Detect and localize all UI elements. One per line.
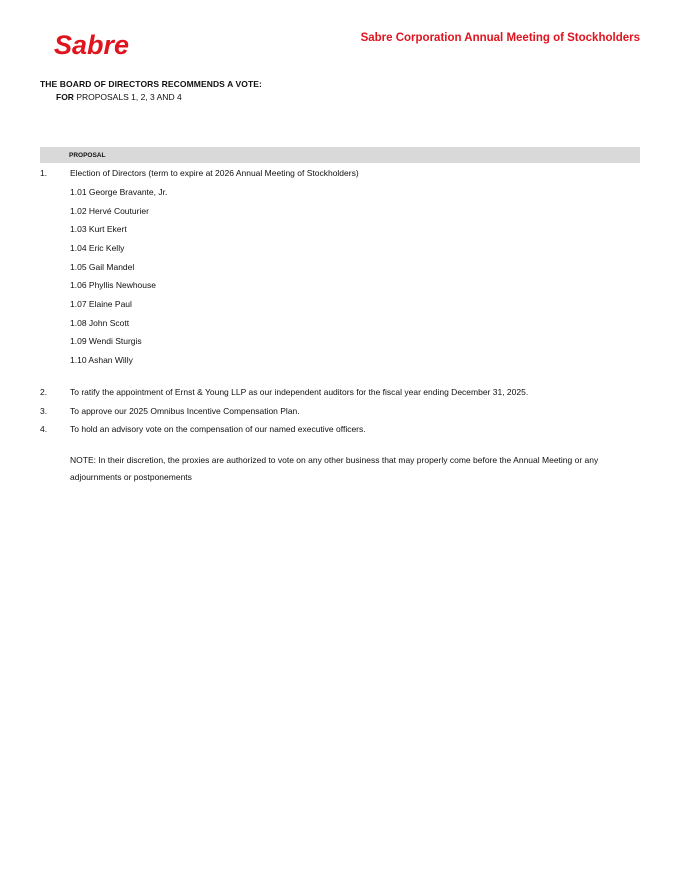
proposal-text: To ratify the appointment of Ernst & Young LLP as our independent auditors for the fiscal year ending December 31, 2025. <box>70 387 529 397</box>
nominee-item: 1.10 Ashan Willy <box>70 355 133 365</box>
proposal-column-label: PROPOSAL <box>69 152 106 159</box>
discretion-note: NOTE: In their discretion, the proxies are authorized to vote on any other business that may properly come before the Annual Meeting or any adjournments or postponements <box>70 455 599 482</box>
nominee-item: 1.08 John Scott <box>70 318 130 328</box>
logo-wordmark: Sabre <box>54 30 130 60</box>
sabre-logo <box>52 30 152 60</box>
nominee-item: 1.07 Elaine Paul <box>70 299 132 309</box>
proposal-text: To approve our 2025 Omnibus Incentive Compensation Plan. <box>70 406 300 416</box>
proposal-number: 4. <box>40 424 48 434</box>
proposal-text: Election of Directors (term to expire at 2026 Annual Meeting of Stockholders) <box>70 168 359 178</box>
nominee-item: 1.01 George Bravante, Jr. <box>70 187 168 197</box>
nominee-item: 1.02 Hervé Couturier <box>70 206 149 216</box>
proposal-number: 1. <box>40 168 48 178</box>
proposal-text: To hold an advisory vote on the compensation of our named executive officers. <box>70 424 366 434</box>
proposals-list-text: PROPOSALS 1, 2, 3 AND 4 <box>73 92 182 102</box>
proposal-number: 3. <box>40 406 48 416</box>
board-recommendation-heading: THE BOARD OF DIRECTORS RECOMMENDS A VOTE: <box>40 79 262 89</box>
proposal-table-header <box>40 147 640 163</box>
nominee-item: 1.06 Phyllis Newhouse <box>70 280 156 290</box>
nominee-item: 1.05 Gail Mandel <box>70 262 135 272</box>
nominee-item: 1.03 Kurt Ekert <box>70 224 127 234</box>
vote-for-label: FOR <box>56 92 74 102</box>
proposal-number: 2. <box>40 387 48 397</box>
board-recommendation-line <box>56 92 182 102</box>
sabre-logo-mark <box>52 30 152 60</box>
nominee-item: 1.09 Wendi Sturgis <box>70 336 142 346</box>
nominee-item: 1.04 Eric Kelly <box>70 243 125 253</box>
document-title: Sabre Corporation Annual Meeting of Stockholders <box>360 32 640 44</box>
